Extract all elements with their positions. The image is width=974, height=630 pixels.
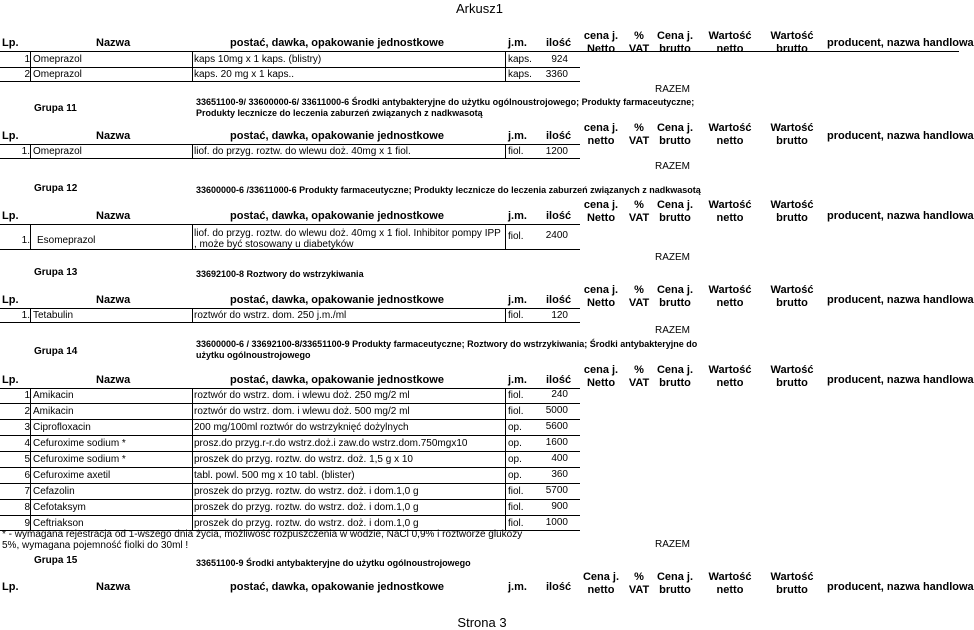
- group-description: 33651100-9 Środki antybakteryjne do użytku ogólnoustrojowego: [196, 558, 471, 568]
- header-wartosc-brutto: Wartość brutto: [770, 30, 814, 55]
- group-title: Grupa 15: [34, 555, 78, 566]
- header-producent: producent, nazwa handlowa: [827, 37, 974, 49]
- group-description: 33692100-8 Roztwory do wstrzykiwania: [196, 269, 364, 279]
- group-description: 33600000-6 / 33692100-8/33651100-9 Produkty farmaceutyczne; Roztwory do wstrzykiwania; Środki antybakteryjne do użytku ogólnoustrojowego: [196, 339, 698, 360]
- header-cena-brutto: Cena j. brutto: [656, 30, 694, 55]
- header-ilosc: ilość: [546, 37, 572, 49]
- group-description: 33651100-9/ 33600000-6/ 33611000-6 Środki antybakteryjne do użytku ogólnoustrojowego; Produkty farmaceutyczne; Produkty lecznicze do leczenia zaburzeń związanych z nadkwasotą: [196, 97, 695, 118]
- footnote-line-2: 5%, wymagana pojemność fiolki do 30ml !: [2, 540, 189, 551]
- group-title: Grupa 13: [34, 267, 78, 278]
- header-lp: Lp.: [2, 37, 19, 49]
- header-vat: % VAT: [628, 30, 650, 55]
- razem-label: RAZEM: [655, 84, 690, 95]
- header-postac: postać, dawka, opakowanie jednostkowe: [230, 37, 444, 49]
- header-nazwa: Nazwa: [96, 37, 131, 49]
- group-title: Grupa 11: [34, 103, 77, 114]
- header-wartosc-netto: Wartość netto: [708, 30, 752, 55]
- footnote-line-1: * - wymagana rejestracja od 1-wszego dnia życia, możliwość rozpuszczenia w wodzie, NaCl 0,9% i roztworze glukozy: [2, 529, 523, 540]
- sheet-title: Arkusz1: [456, 1, 503, 16]
- group-title: Grupa 14: [34, 346, 78, 357]
- group-title: Grupa 12: [34, 183, 78, 194]
- page-footer: Strona 3: [457, 615, 507, 630]
- header-cena-netto: cena j. Netto: [583, 30, 619, 55]
- header-jm: j.m.: [508, 37, 527, 49]
- group-description: 33600000-6 /33611000-6 Produkty farmaceutyczne; Produkty lecznicze do leczenia zaburzeń związanych z nadkwasotą: [196, 185, 701, 195]
